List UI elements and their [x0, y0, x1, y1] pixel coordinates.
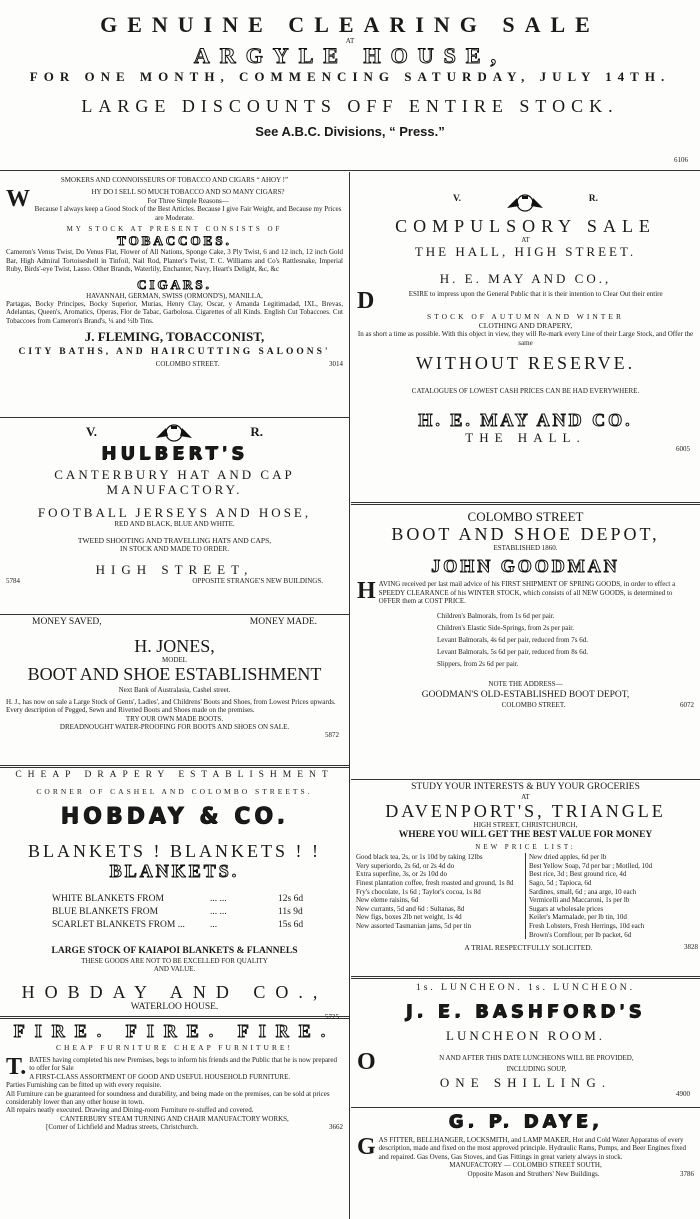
blankets-headline: BLANKETS ! BLANKETS ! !: [28, 841, 321, 861]
may-name-2: H. E. MAY AND CO.: [418, 409, 633, 430]
autumn-winter-line: STOCK OF AUTUMN AND WINTER: [427, 312, 624, 322]
trial-line: A TRIAL RESPECTFULLY SOLICITED.: [464, 943, 593, 953]
ad-number: 3014: [329, 360, 343, 369]
at-label: AT: [345, 37, 355, 45]
r-letter: R.: [588, 194, 598, 204]
royal-crest-icon: [152, 424, 196, 442]
bates-intro: BATES having completed his new Premises, begs to inform his friends and the Public that he is now prepared to offer for Sale: [29, 1056, 337, 1073]
guarantee-line: All Furniture can be guaranteed for soundness and durability, and being made on the premises, can be sold at prices considerably lower than any other house in town.: [6, 1089, 330, 1107]
luncheon-room: LUNCHEON ROOM.: [446, 1028, 605, 1043]
cheap-furniture-line: CHEAP FURNITURE CHEAP FURNITURE!: [56, 1043, 293, 1052]
headline-clearing-sale: GENUINE CLEARING SALE: [100, 12, 600, 37]
price-column-right: [525, 853, 698, 939]
tobaccoes-list: Cameron's Venus Twist, Do Venus Flat, Flower of All Nations, Sponge Cake, 3 Ply Twist, 6 and 12 inch, 12 inch Gold Bar, High Admiral Tortoiseshell in Tinfoil, Nail Rod, Planter's Twist, T. C. Williams and Co's Rattlesnake, Imperial Ruby, Birds'-eye Twist, Lasso. Other Brands, Waterlily, Enchanter, Navy, Heart's Delight, &c, &c: [6, 248, 343, 274]
manufactory-line: MANUFACTORY.: [106, 482, 243, 497]
fleming-street: COLOMBO STREET.: [155, 360, 220, 369]
hobday-ad: [0, 770, 349, 1021]
fleming-paragraph: Because I always keep a Good Stock of the Best Articles. Because I give Fair Weight, and Because my Prices are Moderate.: [34, 205, 342, 222]
tweed-line: TWEED SHOOTING AND TRAVELLING HATS AND CAPS,: [77, 536, 272, 546]
divider: [351, 1107, 700, 1108]
goodman-paragraph: AVING received per last mail advice of his FIRST SHIPMENT OF SPRING GOODS, in order to effect a SPEEDY CLEARANCE of his WINTER STOCK, which consists of all NEW GOODS, is determined to OFFER them at COST PRICE.: [378, 580, 676, 606]
the-hall-line: THE HALL.: [465, 429, 586, 445]
list-item: Sardines, small, 6d ; ana arge, 10 each: [529, 887, 637, 896]
assortment-line: A FIRST-CLASS ASSORTMENT OF GOOD AND USEFUL HOUSEHOLD FURNITURE.: [29, 1072, 291, 1081]
may-name: H. E. MAY AND CO.,: [439, 271, 612, 287]
jones-paragraph-2: Every description of Pegged, Sewn and Rivetted Boots and Shoes made on the premises.: [6, 706, 255, 715]
price-row: WHITE BLANKETS FROM ... ... 12s 6d: [52, 894, 304, 904]
month-line: FOR ONE MONTH, COMMENCING SATURDAY, JULY 14TH.: [29, 69, 671, 85]
divider: [0, 1016, 349, 1019]
ad-number: 4900: [676, 1090, 690, 1099]
drop-cap: D: [357, 288, 375, 315]
at-label: AT: [521, 793, 530, 801]
hall-high-street: THE HALL, HIGH STREET.: [414, 244, 637, 260]
stock-order-line: IN STOCK AND MADE TO ORDER.: [120, 545, 229, 554]
baths-line: CITY BATHS, AND HAIRCUTTING SALOONS': [18, 347, 331, 358]
list-item: Vermicelli and Maccaroni, 1s per lb: [529, 896, 630, 905]
right-column: [351, 172, 700, 1219]
list-item: Children's Balmorals, from 1s 6d per pair.: [437, 611, 555, 620]
list-item: Levant Balmorals, 4s 6d per pair, reduced from 7s 6d.: [437, 635, 588, 644]
ad-number: 5784: [6, 576, 20, 585]
list-item: Fry's chocolate, 1s 6d ; Taylor's cocoa, 1s 8d: [356, 887, 481, 896]
may-intro: ESIRE to impress upon the General Public that it is their intention to Clear Out their entire: [408, 290, 663, 299]
works-line: CANTERBURY STEAM TURNING AND CHAIR MANUFACTORY WORKS,: [60, 1114, 289, 1123]
list-item: New dried apples, 6d per lb: [529, 853, 607, 862]
drop-cap: H: [357, 578, 376, 605]
opposite-line: Opposite Mason and Struthers' New Buildings.: [467, 1169, 600, 1178]
divider: [0, 765, 349, 768]
price-row: SCARLET BLANKETS FROM ... ... 15s 6d: [52, 920, 304, 930]
v-letter: V.: [86, 424, 97, 439]
price-list-title: NEW PRICE LIST:: [475, 842, 576, 851]
money-made: MONEY MADE.: [249, 617, 317, 627]
r-letter: R.: [250, 424, 263, 439]
davenport-name: DAVENPORT'S, TRIANGLE: [385, 801, 666, 822]
ad-number: 6005: [676, 444, 690, 453]
abc-divisions-line: See A.B.C. Divisions, “ Press.”: [255, 124, 445, 140]
blanket-price-list: [6, 893, 343, 932]
hulbert-name: HULBERT'S: [101, 443, 248, 464]
top-divider: [0, 170, 700, 171]
opposite-line: OPPOSITE STRANGE'S NEW BUILDINGS.: [192, 576, 323, 585]
v-letter: V.: [453, 194, 462, 204]
jones-name: H. JONES,: [134, 636, 215, 656]
daye-paragraph: AS FITTER, BELLHANGER, LOCKSMITH, and LAMP MAKER, Hot and Cold Water Apparatus of every description, made and fixed on the most approved principle. Hydraulic Rams, Pumps, and Beer Engines fixed and repaired. Gas Ovens, Gas Stoves, and Gas Fittings in great variety always in stock.: [378, 1136, 687, 1161]
luncheon-line: 1s. LUNCHEON. 1s. LUNCHEON.: [415, 983, 635, 993]
manufactory-line: MANUFACTORY — COLOMBO STREET SOUTH,: [449, 1161, 602, 1170]
remark-line: In as short a time as possible. With this object in view, they will Re-mark every Line of their Large Stock, and Offer the same: [357, 330, 694, 347]
drop-cap: G: [357, 1134, 376, 1160]
may-ad: [351, 172, 700, 502]
jones-ad: [0, 615, 349, 765]
daye-ad: [351, 1112, 700, 1212]
established-line: ESTABLISHED 1860.: [493, 544, 558, 552]
one-shilling-line: ONE SHILLING.: [439, 1075, 612, 1091]
fleming-name: J. FLEMING, TOBACCONIST,: [84, 329, 265, 345]
discounts-line: LARGE DISCOUNTS OFF ENTIRE STOCK.: [81, 96, 619, 117]
ad-number: 6072: [680, 701, 694, 710]
fleming-ad: [0, 176, 349, 417]
goodman-ad: [351, 509, 700, 779]
list-item: Extra superfine, 3s, or 2s 10d do: [356, 870, 447, 879]
stock-line: MY STOCK AT PRESENT CONSISTS OF: [66, 225, 283, 234]
list-item: New figs, boxes 2lb net weight, 1s 4d: [356, 913, 462, 922]
daye-name: G. P. DAYE,: [448, 1111, 603, 1132]
price-row: BLUE BLANKETS FROM ... ... 11s 9d: [52, 907, 303, 917]
best-value-line: WHERE YOU WILL GET THE BEST VALUE FOR MONEY: [398, 829, 653, 840]
ad-number: 3828: [684, 943, 698, 952]
list-item: Best rice, 3d ; Best ground rice, 4d: [529, 870, 627, 879]
divider: [351, 976, 700, 979]
colombo-street-title: COLOMBO STREET: [467, 509, 584, 524]
list-item: Very superiordo, 2s 6d, or 2s 4d do: [356, 861, 455, 870]
address-line: HIGH STREET, CHRISTCHURCH,: [473, 821, 578, 830]
cigars-origins: HAVANNAH, GERMAN, SWISS (ORMOND'S), MANILLA,: [86, 291, 263, 300]
furnishing-line: Parties Furnishing can be fitted up with every requisite.: [6, 1081, 162, 1090]
list-item: Levant Balmorals, 5s 6d per pair, reduced from 8s 6d.: [437, 647, 588, 656]
kaiapoi-line: LARGE STOCK OF KAIAPOI BLANKETS & FLANNELS: [51, 946, 298, 956]
soup-line: INCLUDING SOUP,: [506, 1065, 567, 1073]
fire-headline: FIRE. FIRE. FIRE.: [13, 1021, 336, 1041]
cigars-list: Partagas, Bocky Principes, Bocky Superior, Murias, Henry Clay, Oscar, y Amanda Legitimadad, IXL, Brevas, Adelantas, Queen's, Aromatics, Operas, Flor de Tabac, Garbolosa. Cigarettes of all Kinds. English Cut Tobaccoes. Cut Tobaccoes from Cameron's Brand's, ¼ and ½lb Tins.: [6, 300, 343, 325]
list-item: Children's Elastic Side-Springs, from 2s per pair.: [437, 623, 574, 632]
list-item: Fresh Lobsters, Fresh Herrings, 10d each: [529, 921, 645, 930]
list-item: Good black tea, 2s, or 1s 10d by taking 12lbs: [356, 853, 483, 862]
argyle-house-ad: [0, 0, 700, 164]
list-item: Sago, 5d ; Tapioca, 6d: [529, 879, 592, 887]
royal-crest-icon: [503, 194, 547, 212]
drop-cap: O: [357, 1049, 376, 1075]
fleming-reasons: For Three Simple Reasons—: [147, 196, 229, 205]
argyle-house-title: ARGYLE HOUSE,: [193, 43, 507, 69]
left-column: [0, 172, 349, 1219]
groceries-line: STUDY YOUR INTERESTS & BUY YOUR GROCERIES: [411, 782, 640, 792]
ad-number: 5872: [325, 731, 339, 740]
drop-cap: W: [6, 186, 30, 213]
list-item: Keiler's Marmalade, per lb tin, 10d: [529, 913, 627, 922]
goodman-name: JOHN GOODMAN: [431, 556, 620, 577]
waterloo-line: WATERLOO HOUSE.: [130, 1001, 219, 1012]
ad-number: 5725: [325, 1012, 339, 1021]
quality-line: THESE GOODS ARE NOT TO BE EXCELLED FOR QUALITY: [81, 957, 268, 965]
high-street-line: HIGH STREET,: [95, 561, 254, 577]
divider: [351, 779, 700, 780]
column-divider: [349, 172, 350, 1219]
bashford-paragraph: N AND AFTER THIS DATE LUNCHEONS WILL BE PROVIDED,: [439, 1054, 634, 1062]
grocery-price-table: [353, 853, 698, 939]
drop-cap: T.: [6, 1054, 27, 1080]
establishment-line: BOOT AND SHOE ESTABLISHMENT: [27, 664, 322, 685]
at-label: AT: [521, 236, 530, 244]
model-label: MODEL: [162, 656, 187, 664]
hat-cap-line: CANTERBURY HAT AND CAP: [54, 467, 295, 482]
list-item: New assorted Tasmanian jams, 5d per tin: [356, 921, 472, 930]
value-line: AND VALUE.: [153, 965, 196, 974]
ad-number: 3786: [679, 1169, 694, 1178]
old-depot-line: GOODMAN'S OLD-ESTABLISHED BOOT DEPOT,: [421, 690, 630, 701]
goodman-street: COLOMBO STREET.: [501, 701, 566, 710]
catalogues-line: CATALOGUES OF LOWEST CASH PRICES CAN BE HAD EVERYWHERE.: [411, 387, 640, 396]
fleming-heading: SMOKERS AND CONNOISSEURS OF TOBACCO AND CIGARS “ AHOY !”: [60, 176, 289, 184]
without-reserve-line: WITHOUT RESERVE.: [415, 353, 636, 374]
goodman-price-list: [357, 610, 694, 670]
ad-number: 6106: [674, 156, 688, 164]
list-item: Best Yellow Soap, 7d per bar ; Motlled, 10d: [529, 861, 653, 870]
corner-line: CORNER OF CASHEL AND COLOMBO STREETS.: [36, 787, 313, 796]
bates-furniture-ad: [0, 1021, 349, 1171]
list-item: New currants, 5d and 6d : Sultanas, 8d: [356, 904, 465, 913]
next-bank-line: Next Bank of Australasia, Cashel street.: [118, 686, 231, 695]
list-item: Slippers, from 2s 6d per pair.: [437, 659, 519, 668]
try-boots-line: TRY OUR OWN MADE BOOTS.: [125, 714, 224, 723]
depot-title: BOOT AND SHOE DEPOT,: [391, 524, 660, 544]
clothing-line: CLOTHING AND DRAPERY,: [478, 321, 573, 331]
list-item: New eleme raisins, 6d: [356, 896, 419, 905]
corner-address: [Corner of Lichfield and Madras streets, Christchurch.: [46, 1123, 199, 1132]
cheap-drapery-line: CHEAP DRAPERY ESTABLISHMENT: [15, 770, 334, 780]
ad-number: 3662: [329, 1123, 343, 1132]
blankets-subtitle: BLANKETS.: [109, 861, 240, 881]
note-address: NOTE THE ADDRESS—: [488, 679, 563, 688]
list-item: Brown's Cornflour, per lb packet, 6d: [529, 930, 632, 939]
davenport-ad: [351, 782, 700, 976]
bashford-name: J. E. BASHFORD'S: [405, 1001, 646, 1022]
hulbert-ad: [0, 418, 349, 614]
cigars-title: CIGARS.: [137, 276, 212, 292]
hobday-name: HOBDAY & CO.: [60, 804, 289, 829]
list-item: Finest plantation coffee, fresh roasted and ground, 1s 8d: [356, 879, 514, 887]
price-column-left: [353, 853, 525, 939]
money-saved: MONEY SAVED,: [32, 617, 102, 627]
football-line: FOOTBALL JERSEYS AND HOSE,: [37, 505, 312, 520]
colours-line: RED AND BLACK, BLUE AND WHITE.: [114, 520, 235, 528]
list-item: Sugars at wholesale prices: [529, 904, 604, 913]
compulsory-sale-title: COMPULSORY SALE: [395, 216, 656, 236]
bashford-ad: [351, 983, 700, 1107]
divider: [351, 502, 700, 505]
dreadnought-line: DREADNOUGHT WATER-PROOFING FOR BOOTS AND SHOES ON SALE.: [59, 723, 290, 732]
repairs-line: All repairs neatly executed. Drawing and Dining-room Furniture re-stuffed and covered.: [6, 1106, 254, 1115]
fleming-question: HY DO I SELL SO MUCH TOBACCO AND SO MANY CIGARS?: [91, 188, 285, 197]
jones-paragraph-1: H. J., has now on sale a Large Stock of Gents', Ladies', and Childrens' Boots and Shoes, from Lowest Prices upwards.: [6, 697, 336, 706]
hobday-name-2: HOBDAY AND CO.,: [21, 981, 328, 1002]
tobaccoes-title: TOBACCOES.: [117, 233, 232, 249]
